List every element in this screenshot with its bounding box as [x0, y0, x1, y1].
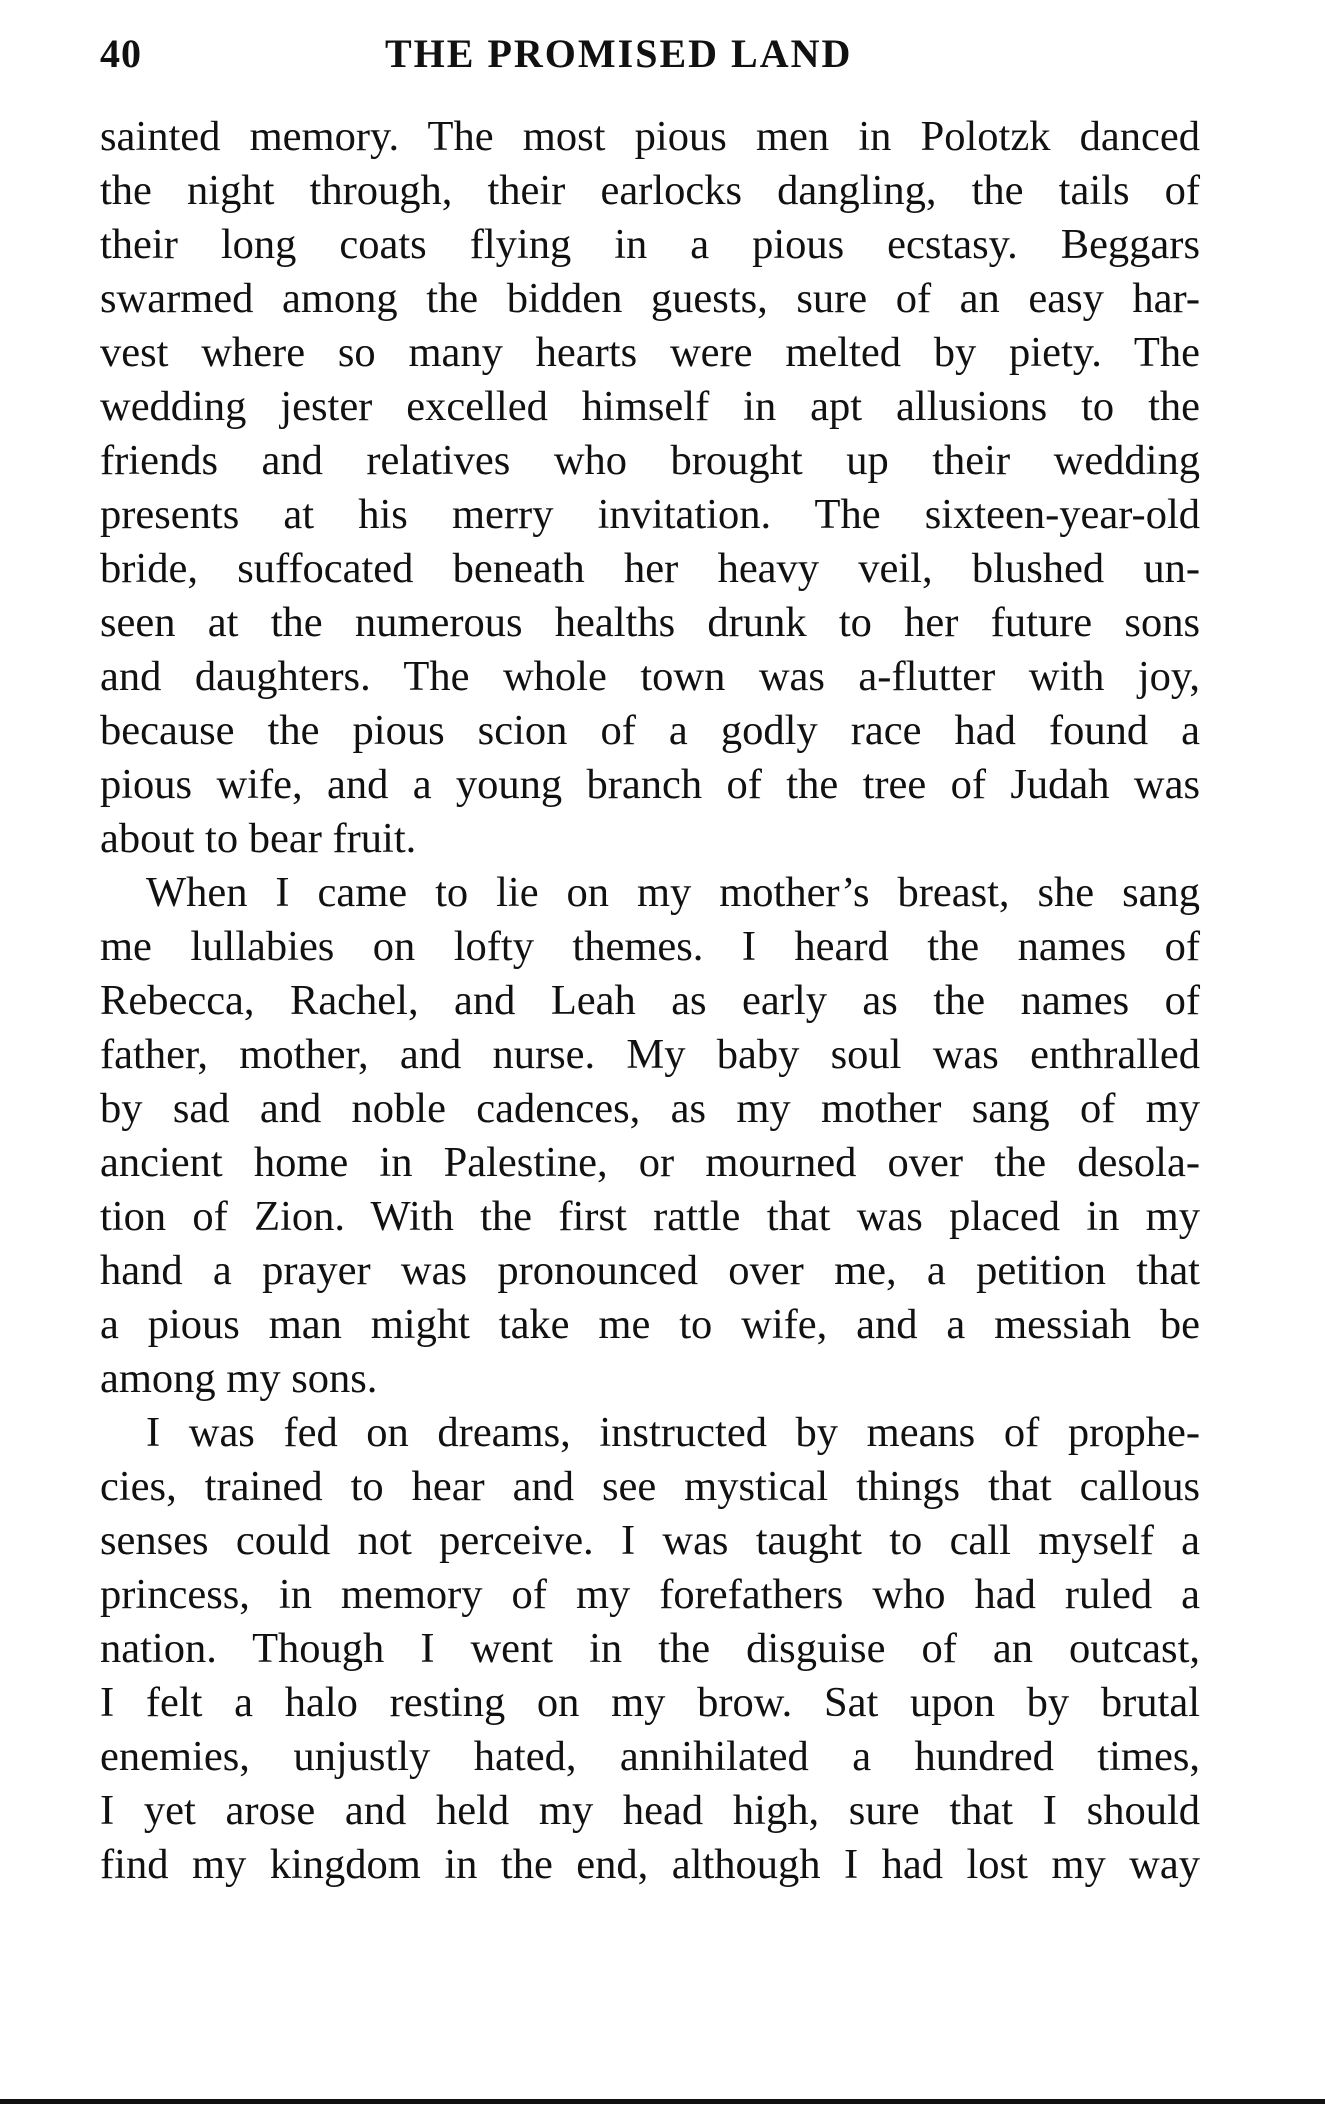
- text-line: cies, trained to hear and see mystical things that callous: [100, 1463, 1200, 1510]
- paragraph: [100, 866, 1200, 1406]
- text-line: and daughters. The whole town was a-flutter with joy,: [100, 653, 1200, 700]
- text-line: their long coats flying in a pious ecstasy. Beggars: [100, 221, 1200, 268]
- text-line: ancient home in Palestine, or mourned over the desola-: [100, 1139, 1200, 1186]
- text-line: friends and relatives who brought up their wedding: [100, 437, 1200, 484]
- body-text: [100, 110, 1200, 1892]
- text-line: I was fed on dreams, instructed by means of prophe-: [146, 1409, 1200, 1456]
- paragraph: [100, 110, 1200, 866]
- text-line: tion of Zion. With the first rattle that was placed in my: [100, 1193, 1200, 1240]
- text-line: wedding jester excelled himself in apt allusions to the: [100, 383, 1200, 430]
- bottom-rule: [0, 2099, 1325, 2104]
- text-line: nation. Though I went in the disguise of an outcast,: [100, 1625, 1200, 1672]
- text-line: I yet arose and held my head high, sure that I should: [100, 1787, 1200, 1834]
- page-number: 40: [100, 31, 142, 76]
- running-title: THE PROMISED LAND: [385, 31, 853, 76]
- text-line: sainted memory. The most pious men in Polotzk danced: [100, 113, 1200, 160]
- text-line: a pious man might take me to wife, and a messiah be: [100, 1301, 1200, 1348]
- text-line: senses could not perceive. I was taught to call myself a: [100, 1517, 1200, 1564]
- text-line: father, mother, and nurse. My baby soul was enthralled: [100, 1031, 1200, 1078]
- text-line: I felt a halo resting on my brow. Sat upon by brutal: [100, 1679, 1200, 1726]
- text-line: me lullabies on lofty themes. I heard the names of: [100, 923, 1200, 970]
- text-line: enemies, unjustly hated, annihilated a hundred times,: [100, 1733, 1200, 1780]
- text-line: Rebecca, Rachel, and Leah as early as the names of: [100, 977, 1200, 1024]
- text-line: by sad and noble cadences, as my mother sang of my: [100, 1085, 1200, 1132]
- text-line: the night through, their earlocks dangling, the tails of: [100, 167, 1200, 214]
- text-line: among my sons.: [100, 1355, 378, 1402]
- text-line: swarmed among the bidden guests, sure of an easy har-: [100, 275, 1200, 322]
- text-line: hand a prayer was pronounced over me, a petition that: [100, 1247, 1200, 1294]
- text-line: princess, in memory of my forefathers who had ruled a: [100, 1571, 1200, 1618]
- text-line: bride, suffocated beneath her heavy veil, blushed un-: [100, 545, 1200, 592]
- paragraph: [100, 1406, 1200, 1892]
- text-line: presents at his merry invitation. The sixteen-year-old: [100, 491, 1200, 538]
- text-line: vest where so many hearts were melted by piety. The: [100, 329, 1200, 376]
- page-header: [100, 30, 1200, 80]
- text-line: find my kingdom in the end, although I had lost my way: [100, 1841, 1200, 1888]
- text-line: pious wife, and a young branch of the tree of Judah was: [100, 761, 1200, 808]
- text-line: because the pious scion of a godly race had found a: [100, 707, 1200, 754]
- text-line: seen at the numerous healths drunk to her future sons: [100, 599, 1200, 646]
- text-line: about to bear fruit.: [100, 815, 417, 862]
- text-line: When I came to lie on my mother’s breast, she sang: [146, 869, 1200, 916]
